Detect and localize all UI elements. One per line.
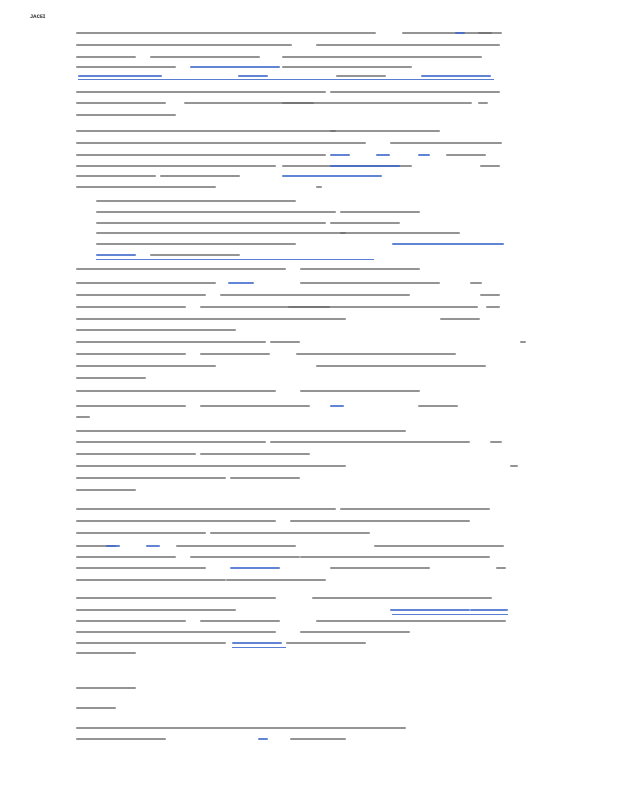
text-line xyxy=(76,114,176,116)
page-code: ᴊᴀᴄᴇɪ xyxy=(30,14,46,20)
text-line xyxy=(300,390,420,392)
text-line xyxy=(160,175,240,177)
text-line xyxy=(76,430,406,432)
text-line xyxy=(150,254,240,256)
text-line xyxy=(76,294,206,296)
text-line xyxy=(76,175,156,177)
text-line xyxy=(76,556,176,558)
text-line xyxy=(76,579,226,581)
hyperlink-text[interactable] xyxy=(330,165,400,167)
text-line xyxy=(76,738,166,740)
text-line xyxy=(96,243,296,245)
text-line xyxy=(76,186,216,188)
text-line xyxy=(300,268,420,270)
text-line xyxy=(200,620,280,622)
text-line xyxy=(390,142,502,144)
text-line xyxy=(330,91,500,93)
text-line xyxy=(76,489,136,491)
hyperlink-text[interactable] xyxy=(78,75,162,77)
link-underline xyxy=(392,614,508,615)
hyperlink-text[interactable] xyxy=(146,545,160,547)
text-line xyxy=(478,32,502,34)
text-line xyxy=(76,44,292,46)
text-line xyxy=(76,142,366,144)
text-line xyxy=(76,620,186,622)
text-line xyxy=(520,341,526,343)
text-line xyxy=(76,687,136,689)
text-line xyxy=(200,453,310,455)
text-line xyxy=(486,306,500,308)
text-line xyxy=(96,200,296,202)
text-line xyxy=(76,154,326,156)
hyperlink-text[interactable] xyxy=(190,66,280,68)
text-line xyxy=(340,211,420,213)
text-line xyxy=(300,631,410,633)
text-line xyxy=(220,294,410,296)
hyperlink-text[interactable] xyxy=(96,254,136,256)
text-line xyxy=(76,102,166,104)
text-line xyxy=(374,545,504,547)
text-line xyxy=(478,102,488,104)
text-line xyxy=(76,532,206,534)
hyperlink-text[interactable] xyxy=(258,738,268,740)
text-line xyxy=(76,130,336,132)
hyperlink-text[interactable] xyxy=(421,75,491,77)
text-line xyxy=(76,652,136,654)
text-line xyxy=(286,642,366,644)
text-line xyxy=(76,508,336,510)
hyperlink-text[interactable] xyxy=(228,282,254,284)
text-line xyxy=(76,416,90,418)
text-line xyxy=(418,405,458,407)
text-line xyxy=(440,318,480,320)
text-line xyxy=(76,341,266,343)
hyperlink-text[interactable] xyxy=(390,609,470,611)
text-line xyxy=(200,405,310,407)
hyperlink-text[interactable] xyxy=(106,545,120,547)
link-underline xyxy=(78,79,494,80)
text-line xyxy=(190,556,300,558)
text-line xyxy=(200,353,270,355)
text-line xyxy=(316,620,506,622)
hyperlink-text[interactable] xyxy=(330,405,344,407)
text-line xyxy=(330,222,400,224)
text-line xyxy=(446,154,486,156)
text-line xyxy=(76,390,276,392)
text-line xyxy=(226,579,326,581)
text-line xyxy=(510,465,518,467)
text-line xyxy=(290,738,346,740)
text-line xyxy=(76,609,236,611)
text-line xyxy=(76,631,276,633)
text-line xyxy=(76,353,186,355)
text-line xyxy=(96,211,336,213)
text-line xyxy=(76,56,136,58)
text-line xyxy=(340,232,460,234)
text-line xyxy=(270,441,470,443)
hyperlink-text[interactable] xyxy=(282,175,382,177)
text-line xyxy=(76,597,276,599)
text-line xyxy=(330,130,440,132)
hyperlink-text[interactable] xyxy=(230,567,280,569)
text-line xyxy=(76,642,226,644)
text-line xyxy=(480,294,500,296)
link-underline xyxy=(96,259,374,260)
text-line xyxy=(330,567,430,569)
text-line xyxy=(300,282,440,284)
hyperlink-text[interactable] xyxy=(232,642,282,644)
text-line xyxy=(312,597,492,599)
text-line xyxy=(76,365,216,367)
text-line xyxy=(316,365,486,367)
text-line xyxy=(296,353,456,355)
text-line xyxy=(96,232,346,234)
text-line xyxy=(76,567,206,569)
text-line xyxy=(76,282,216,284)
text-line xyxy=(96,222,326,224)
text-line xyxy=(270,341,300,343)
text-line xyxy=(76,453,196,455)
text-line xyxy=(150,56,260,58)
text-line xyxy=(282,56,482,58)
text-line xyxy=(316,44,500,46)
text-line xyxy=(76,441,266,443)
text-line xyxy=(76,405,186,407)
text-line xyxy=(288,306,478,308)
hyperlink-text[interactable] xyxy=(376,154,390,156)
text-line xyxy=(76,268,286,270)
text-line xyxy=(336,75,386,77)
text-line xyxy=(470,282,482,284)
hyperlink-text[interactable] xyxy=(470,609,508,611)
text-line xyxy=(316,186,322,188)
text-line xyxy=(76,520,276,522)
text-line xyxy=(496,567,506,569)
text-line xyxy=(490,441,502,443)
text-line xyxy=(210,532,370,534)
text-line xyxy=(480,165,500,167)
text-line xyxy=(76,318,346,320)
text-line xyxy=(76,165,276,167)
text-line xyxy=(282,66,412,68)
text-line xyxy=(300,556,490,558)
hyperlink-text[interactable] xyxy=(238,75,268,77)
text-line xyxy=(230,477,300,479)
text-line xyxy=(76,465,346,467)
text-line xyxy=(340,508,490,510)
text-line xyxy=(176,545,296,547)
text-line xyxy=(282,102,472,104)
text-line xyxy=(76,727,406,729)
text-line xyxy=(290,520,470,522)
hyperlink-text[interactable] xyxy=(330,154,350,156)
text-line xyxy=(76,477,226,479)
text-line xyxy=(76,66,176,68)
text-line xyxy=(76,329,236,331)
hyperlink-text[interactable] xyxy=(418,154,430,156)
text-line xyxy=(76,32,376,34)
text-line xyxy=(76,707,116,709)
text-line xyxy=(76,377,146,379)
text-line xyxy=(76,306,186,308)
hyperlink-text[interactable] xyxy=(455,32,465,34)
text-line xyxy=(76,91,326,93)
link-underline xyxy=(232,647,286,648)
hyperlink-text[interactable] xyxy=(392,243,504,245)
